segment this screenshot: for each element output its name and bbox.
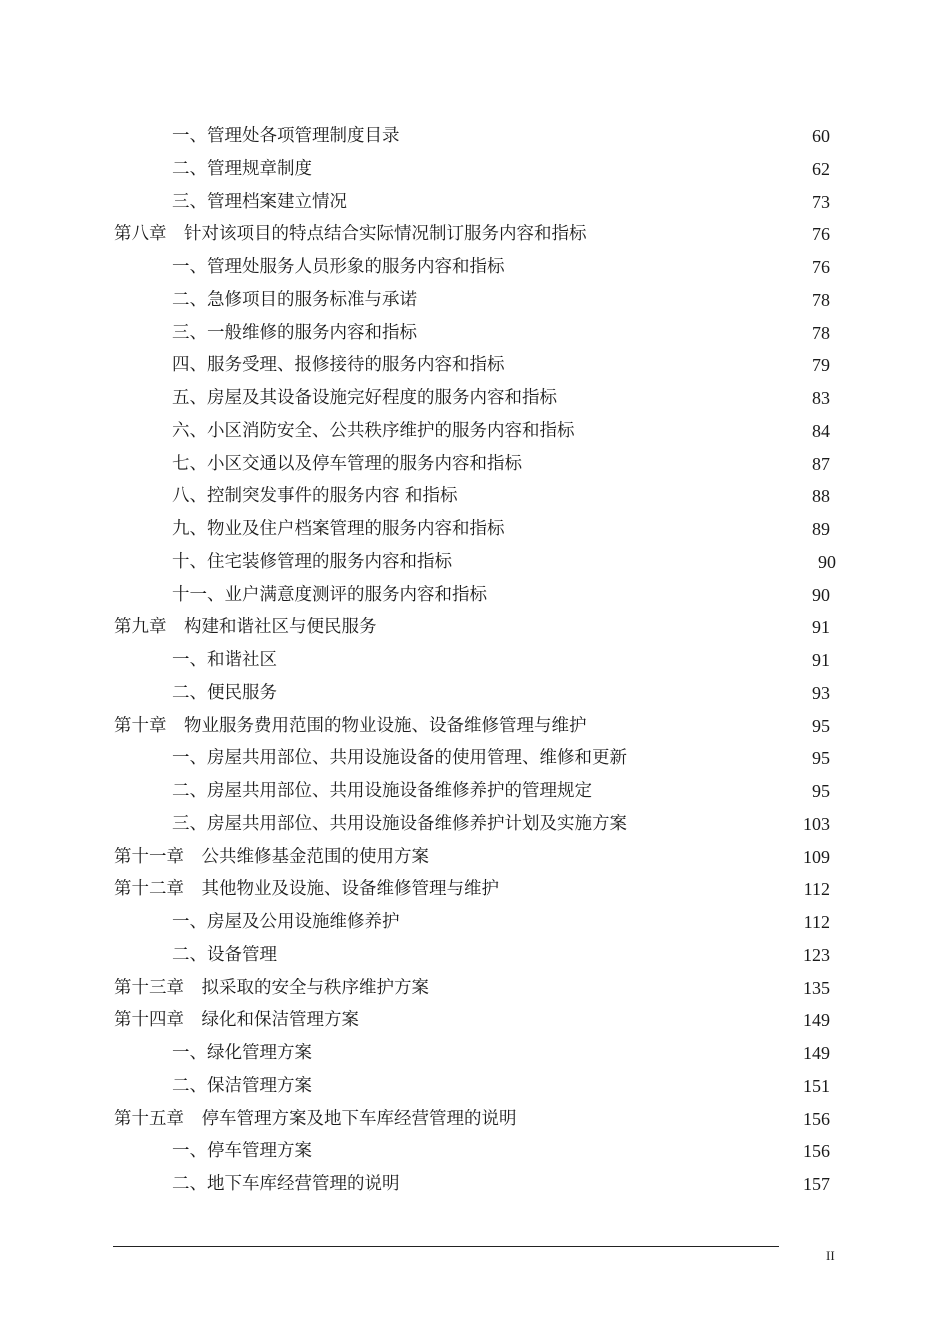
toc-chapter-entry[interactable] (0, 218, 950, 251)
toc-entry-title: 六、小区消防安全、公共秩序维护的服务内容和指标 (172, 420, 575, 441)
toc-chapter-entry[interactable] (0, 1103, 950, 1136)
toc-section-entry[interactable] (0, 480, 950, 513)
toc-entry-title: 一、管理处各项管理制度目录 (172, 126, 400, 146)
toc-entry-page-number: 123 (803, 944, 830, 965)
toc-section-entry[interactable] (0, 1070, 950, 1103)
toc-entry-title: 四、服务受理、报修接待的服务内容和指标 (172, 355, 505, 376)
toc-entry-page-number: 62 (812, 158, 830, 179)
toc-entry-title: 三、管理档案建立情况 (172, 191, 347, 212)
toc-entry-page-number: 93 (812, 682, 830, 703)
toc-entry-title: 二、房屋共用部位、共用设施设备维修养护的管理规定 (172, 781, 592, 801)
toc-entry-page-number: 78 (812, 289, 830, 310)
toc-section-entry[interactable] (0, 513, 950, 546)
toc-entry-page-number: 156 (803, 1141, 830, 1162)
toc-section-entry[interactable] (0, 939, 950, 972)
toc-entry-page-number: 87 (812, 453, 830, 474)
toc-entry-title: 九、物业及住户档案管理的服务内容和指标 (172, 519, 505, 539)
toc-entry-page-number: 84 (812, 420, 830, 441)
toc-entry-page-number: 112 (803, 879, 830, 900)
toc-entry-title: 第九章 构建和谐社区与便民服务 (114, 617, 377, 638)
toc-section-entry[interactable] (0, 644, 950, 677)
toc-entry-title: 第八章 针对该项目的特点结合实际情况制订服务内容和指标 (114, 224, 587, 245)
toc-entry-title: 第十五章 停车管理方案及地下车库经营管理的说明 (114, 1108, 517, 1129)
toc-chapter-entry[interactable] (0, 972, 950, 1005)
toc-entry-page-number: 73 (812, 191, 830, 212)
toc-section-entry[interactable] (0, 153, 950, 186)
toc-section-entry[interactable] (0, 415, 950, 448)
toc-entry-page-number: 156 (803, 1108, 830, 1129)
toc-section-entry[interactable] (0, 284, 950, 317)
toc-entry-page-number: 90 (818, 551, 836, 572)
toc-section-entry[interactable] (0, 1037, 950, 1070)
toc-entry-page-number: 151 (803, 1075, 830, 1096)
toc-entry-page-number: 78 (812, 322, 830, 343)
toc-entry-page-number: 112 (803, 912, 830, 932)
toc-entry-page-number: 91 (812, 617, 830, 638)
toc-entry-page-number: 95 (812, 748, 830, 769)
toc-entry-page-number: 95 (812, 781, 830, 801)
toc-section-entry[interactable] (0, 349, 950, 382)
toc-entry-title: 五、房屋及其设备设施完好程度的服务内容和指标 (172, 388, 557, 408)
toc-section-entry[interactable] (0, 546, 950, 579)
toc-entry-page-number: 83 (812, 388, 830, 408)
toc-entry-page-number: 90 (812, 584, 830, 605)
toc-entry-title: 七、小区交通以及停车管理的服务内容和指标 (172, 453, 522, 474)
toc-entry-page-number: 89 (812, 519, 830, 539)
toc-entry-title: 第十二章 其他物业及设施、设备维修管理与维护 (114, 879, 499, 900)
toc-entry-page-number: 76 (812, 224, 830, 245)
toc-entry-page-number: 135 (803, 977, 830, 998)
toc-entry-page-number: 60 (812, 126, 830, 146)
toc-entry-title: 三、房屋共用部位、共用设施设备维修养护计划及实施方案 (172, 813, 627, 834)
toc-section-entry[interactable] (0, 1135, 950, 1168)
toc-chapter-entry[interactable] (0, 841, 950, 874)
toc-entry-page-number: 149 (803, 1010, 830, 1031)
toc-chapter-entry[interactable] (0, 611, 950, 644)
toc-entry-page-number: 149 (803, 1043, 830, 1063)
toc-section-entry[interactable] (0, 186, 950, 219)
toc-entry-page-number: 109 (803, 846, 830, 867)
toc-entry-title: 一、和谐社区 (172, 650, 277, 670)
toc-entry-page-number: 91 (812, 650, 830, 670)
toc-entry-title: 八、控制突发事件的服务内容 和指标 (172, 486, 458, 507)
toc-chapter-entry[interactable] (0, 1004, 950, 1037)
toc-section-entry[interactable] (0, 120, 950, 153)
table-of-contents (0, 120, 950, 1201)
toc-entry-page-number: 76 (812, 257, 830, 277)
toc-entry-title: 第十三章 拟采取的安全与秩序维护方案 (114, 977, 429, 998)
toc-entry-page-number: 79 (812, 355, 830, 376)
toc-entry-title: 第十四章 绿化和保洁管理方案 (114, 1010, 359, 1031)
toc-entry-page-number: 103 (803, 813, 830, 834)
toc-entry-title: 一、房屋共用部位、共用设施设备的使用管理、维修和更新 (172, 748, 627, 769)
toc-section-entry[interactable] (0, 1168, 950, 1201)
toc-entry-title: 第十一章 公共维修基金范围的使用方案 (114, 846, 429, 867)
toc-entry-title: 二、保洁管理方案 (172, 1075, 312, 1096)
toc-section-entry[interactable] (0, 742, 950, 775)
toc-entry-title: 一、绿化管理方案 (172, 1043, 312, 1063)
toc-chapter-entry[interactable] (0, 873, 950, 906)
toc-section-entry[interactable] (0, 317, 950, 350)
toc-section-entry[interactable] (0, 677, 950, 710)
toc-entry-page-number: 95 (812, 715, 830, 736)
toc-entry-page-number: 88 (812, 486, 830, 507)
toc-section-entry[interactable] (0, 448, 950, 481)
toc-entry-title: 二、设备管理 (172, 944, 277, 965)
footer-page-number: II (826, 1248, 835, 1263)
toc-entry-title: 三、一般维修的服务内容和指标 (172, 322, 417, 343)
toc-entry-title: 一、停车管理方案 (172, 1141, 312, 1162)
toc-section-entry[interactable] (0, 808, 950, 841)
toc-section-entry[interactable] (0, 579, 950, 612)
toc-section-entry[interactable] (0, 382, 950, 415)
toc-entry-title: 二、急修项目的服务标准与承诺 (172, 289, 417, 310)
toc-entry-title: 二、便民服务 (172, 682, 277, 703)
toc-entry-title: 一、管理处服务人员形象的服务内容和指标 (172, 257, 505, 277)
toc-chapter-entry[interactable] (0, 710, 950, 743)
toc-section-entry[interactable] (0, 906, 950, 939)
toc-entry-title: 十一、业户满意度测评的服务内容和指标 (172, 584, 487, 605)
toc-entry-title: 二、地下车库经营管理的说明 (172, 1174, 400, 1194)
toc-entry-title: 一、房屋及公用设施维修养护 (172, 912, 400, 932)
toc-section-entry[interactable] (0, 775, 950, 808)
toc-section-entry[interactable] (0, 251, 950, 284)
toc-entry-title: 第十章 物业服务费用范围的物业设施、设备维修管理与维护 (114, 715, 587, 736)
toc-entry-title: 十、住宅装修管理的服务内容和指标 (172, 551, 452, 572)
footer-divider (113, 1246, 779, 1247)
toc-entry-page-number: 157 (803, 1174, 830, 1194)
toc-entry-title: 二、管理规章制度 (172, 158, 312, 179)
